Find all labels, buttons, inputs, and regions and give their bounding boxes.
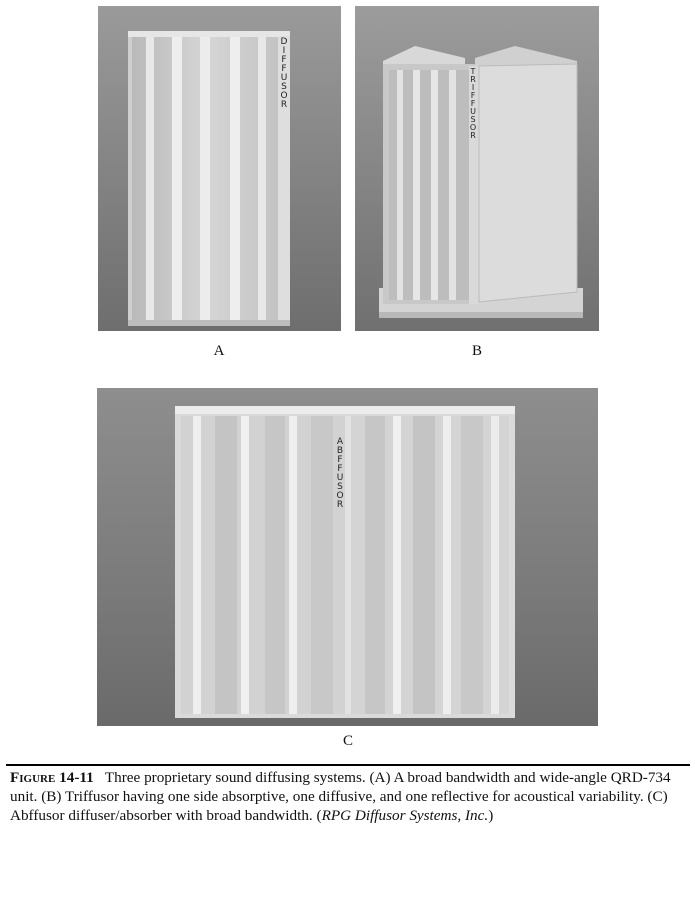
caption-text: Three proprietary sound diffusing systems. (A) A broad bandwidth and wide-angle QRD-734 unit. (B) Triffusor having one side absorptive, one diffusive, and one reflective for acoustical variability. (C) Abffusor diffuser/absorber with broad bandwidth. (	[10, 769, 671, 824]
photo-c-illustration	[97, 388, 598, 726]
caption-closing: )	[488, 807, 494, 824]
abffusor-unit-text: A B F F U S O R	[336, 437, 344, 510]
photo-b-illustration	[355, 6, 599, 331]
photo-b-triffusor	[355, 6, 599, 331]
figure-caption	[10, 768, 682, 825]
photo-a-diffusor	[98, 6, 341, 331]
panel-c-label: C	[342, 733, 353, 749]
figure-label: Figure 14-11	[10, 769, 94, 786]
panel-b-label: B	[471, 343, 482, 359]
photo-c-abffusor	[97, 388, 598, 726]
panel-a-label: A	[213, 343, 225, 359]
diffusor-unit-text: D I F F U S O R	[280, 37, 288, 110]
caption-credit: RPG Diffusor Systems, Inc.	[321, 807, 489, 824]
triffusor-unit-text: T R I F F U S O R	[469, 67, 477, 140]
caption-rule	[6, 764, 690, 766]
photo-a-illustration	[98, 6, 341, 331]
